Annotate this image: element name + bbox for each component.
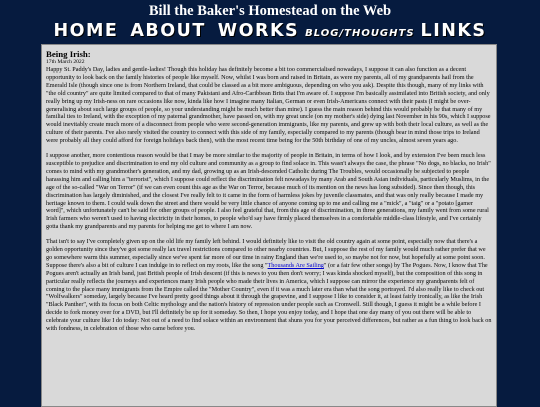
site-title: Bill the Baker's Homestead on the Web [148,3,392,19]
post-paragraph [46,238,493,333]
post-title: Being Irish: [46,49,91,59]
nav-blog[interactable]: BLOG/THOUGHTS [305,28,415,39]
blog-post-panel [41,44,497,407]
main-nav [0,20,540,44]
post-paragraph-text: That isn't to say I've completely given up on the old life my family left behind. I would definitely like to visit the old country again at some point, especially now that there's a golden opportunity since they've got some really lax travel restrictions compared to other nearby countries. But, I suppose the rest of my family would much rather prefer that we go somewhere warm this summer, especially since we've spent far more of our time in rainy England than we're used to, so maybe not for now, but hopefully at some point soon. Suppose there's also a bit of culture I can indulge in to reflect on my roots, like the song " [46,238,486,269]
post-paragraph: Happy St. Paddy's Day, ladies and gentle-ladies! Though this holiday has definitely become a bit too commercialised nowadays, I suppose it can also function as a decent opportunity to look back on the family histories of people like myself. Now, whilst I was born and raised in Britain, as were my parents, all of my grandparents hail from the Emerald Isle (though since one is from Northern Ireland, that could be classed as a bit more ambiguous, depending on who you ask). Despite this though, many of my links with "the old country" are quite limited compared to that of many Pakistani and Afro-Caribbean Brits that I'm aware of. I suppose I'm basically assimilated into British society, and only really bring up my Irish-ness on rare occasions like now, kinda like how I imagine many Italian, German or even Irish-Americans connect with their pasts (I might be over-generalising about such large groups of people, so your understanding might be much better than mine). I guess the main reason behind this would probably be that many of my familial ties to Ireland, with the exception of my paternal grandmother, have passed on, with my great uncle (on my mother's side) dying last November in his 90s, which I suppose would inevitably create much more of a disconnect from people who were second-generation immigrants, like my parents, and grew up with both their local culture, as well as the culture of their parents. I've also rarely visited the country to connect with this side of my family, especially compared to my parents (though bear in mind those trips to Ireland were probably all they could afford for foreign holidays back then), with the most recent time being for the 50th birthday of one of my uncles, almost seven years ago. [46,66,491,145]
post-paragraph: I suppose another, more contentious reason would be that I may be more similar to the majority of people in Britain, in terms of how I look, and by extension I've been much less susceptible to prejudice and discrimination to end my old culture and community as a group to find solace in. This wasn't always the case, the phrase "No dogs, no blacks, no Irish" comes to mind with my grandmother's generation, and my dad, growing up as an Irish-descended Catholic during The Troubles, would occasionally be subjected to people harassing him and calling him a "terrorist", which I suppose could reflect the discrimination felt nowadays by many Arab and South Asian individuals, particularly Muslims, in the age of the so-called "War on Terror" (if we can even count this age as the War on Terror, because much of its mention on the news has long subsided). Since then though, this discrimination has largely diminished, and the closest I've really felt to it came in the form of harmless jokes by juvenile classmates, and that was only really because I made my heritage known to them. I could walk down the street and there would be very little chance of anyone coming up to me and calling me a "mick", a "taig" or a "potato [gamer word]", which unfortunately can't be said for other groups of people. I also feel grateful that, from this age of discrimination, in three generations, my family went from some rural Irish farmers who weren't used to having electricity in their homes, to people who'd say have firmly placed themselves in a comfortable middle-class lifestyle, and I've certainly gotta thank my grandparents and my parents for helping me get to where I am now. [46,152,491,231]
post-date: 17th March 2022 [46,59,85,65]
post-paragraph-text: " (or a fair few other songs) by The Pogues. Now, I know that The Pogues aren't actually an Irish band, just British people of Irish descent (if this is news to you then don't worry; I was kinda shocked myself), but the composition of this song in particular really reflects the journeys and experiences many Irish people who made their lives in America, which I suppose can mirror the experience my grandparents felt of coming to the place many immigrants from the Empire called the "Mother Country", even if it was a much later era than what the song portrayed. I'd also really like to check out "Wolfwalkers" someday, largely because I've heard pretty good things about it through the grapevine, and I suppose I like to consider it, at least fairly ironically, as like the Irish "Black Panther", with its focus on both Celtic mythology and the nation's history of repression under people such as Cromwell. Still though, I guess it might be a while before I decide to fork money over for a DVD, but I'll definitely be up for it someday. So then, I hope you enjoy today, and I hope that one day many of you out there will be able to celebrate your culture like I do today: Not out of a need to find solace within an environment that shuns you for your perceived differences, but rather as a fun thing to look back on with fondness, in celebration of those who came before you. [46,261,492,333]
nav-works[interactable]: WORKS [217,21,300,41]
song-link[interactable]: Thousands Are Sailing [267,261,324,269]
nav-about[interactable]: ABOUT [130,21,206,41]
nav-home[interactable]: HOME [53,21,119,41]
nav-links[interactable]: LINKS [420,21,487,41]
